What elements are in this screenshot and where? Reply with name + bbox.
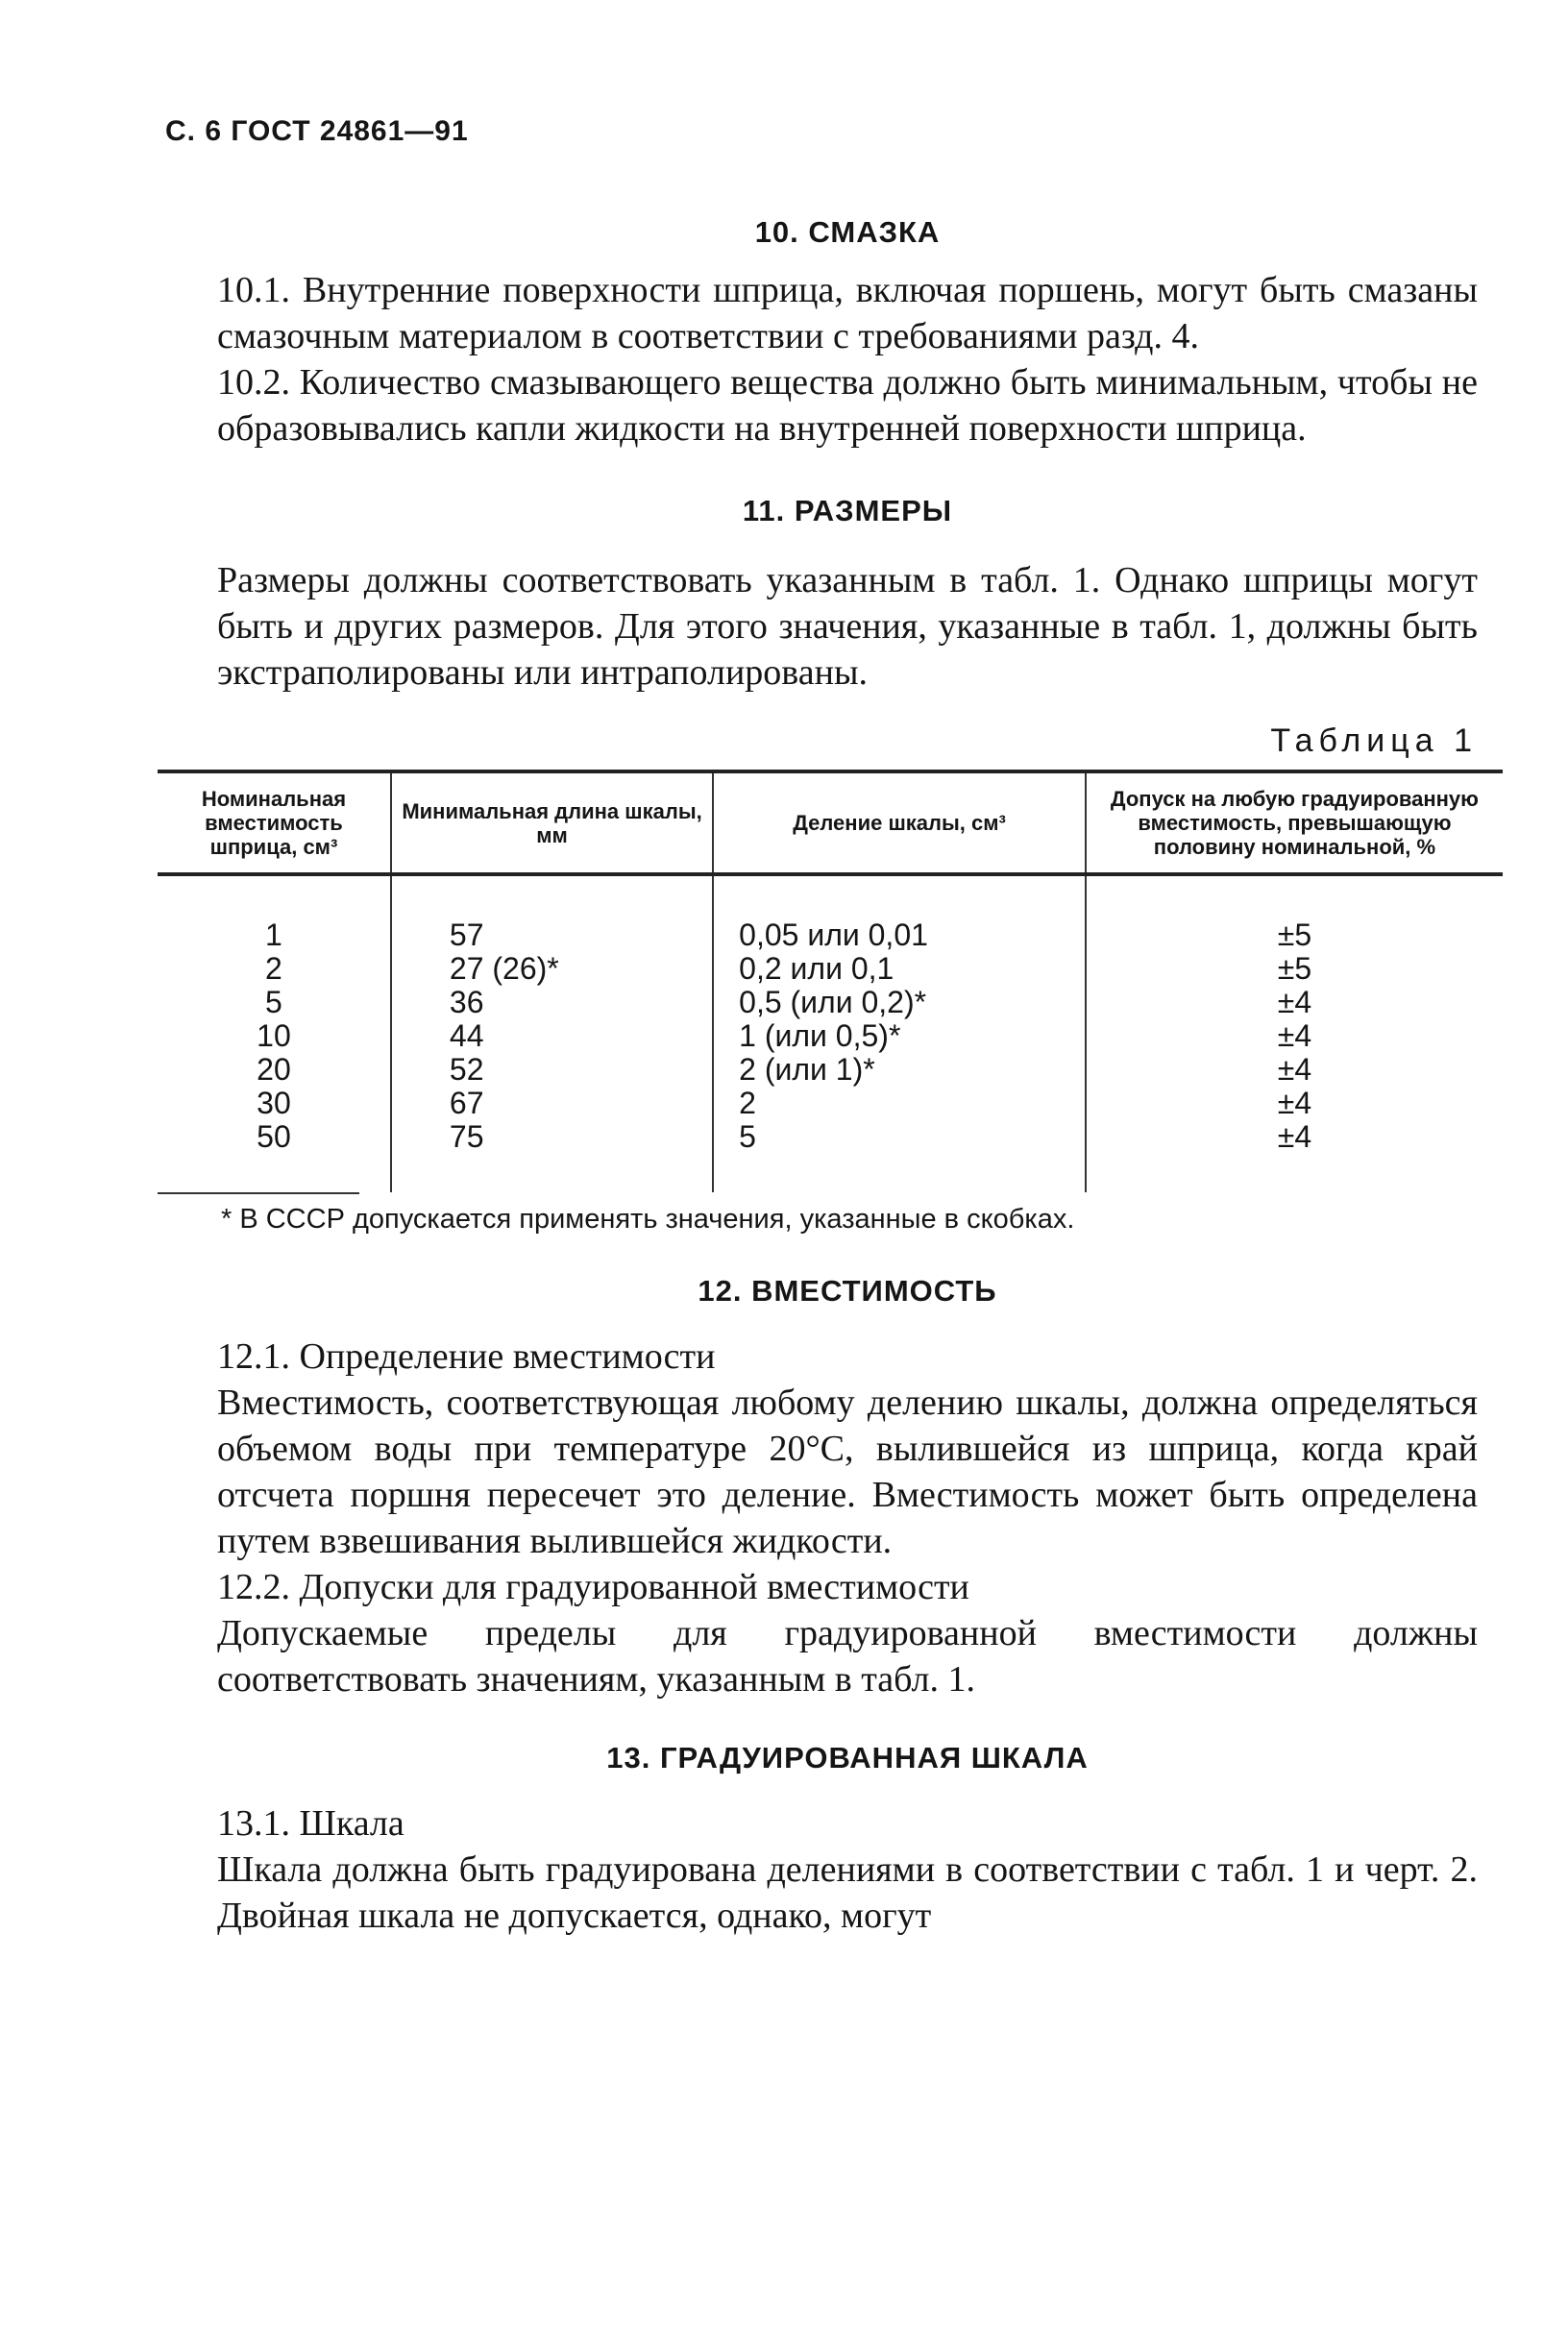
table-body-row (158, 874, 1503, 1192)
header-min-scale-length: Минимальная длина шкалы, мм (391, 771, 713, 874)
table-cell: 20 (257, 1052, 291, 1087)
table-cell: 67 (449, 1086, 484, 1120)
section-12-title: 12. ВМЕСТИМОСТЬ (698, 1274, 997, 1308)
column-tolerance (1086, 874, 1503, 1192)
table-cell: 2 (или 1)* (739, 1052, 875, 1087)
column-nominal-capacity (158, 874, 391, 1192)
para-13-1: Шкала должна быть градуирована делениями в соответствии с табл. 1 и черт. 2. Двойная шкала не допускается, однако, могут (217, 1849, 1478, 1936)
table-cell: 50 (257, 1119, 291, 1154)
para-12-1: Вместимость, соответствующая любому делению шкалы, должна определяться объемом воды при температуре 20°С, вылившейся из шприца, когда край отсчета поршня пересечет это деление. Вместимость может быть определена путем взвешивания вылившейся жидкости. (217, 1383, 1478, 1561)
table-cell: 52 (449, 1052, 484, 1087)
page-header: С. 6 ГОСТ 24861—91 (165, 115, 469, 147)
table-cell: 5 (265, 985, 282, 1019)
table-footnote: * В СССР допускается применять значения, указанные в скобках. (221, 1204, 1075, 1235)
table-cell: ±4 (1277, 985, 1312, 1019)
table-cell: 0,2 или 0,1 (739, 951, 894, 986)
table-cell: 2 (265, 951, 282, 986)
table-cell: 5 (739, 1119, 756, 1154)
column-scale-division (713, 874, 1086, 1192)
section-11-title: 11. РАЗМЕРЫ (742, 494, 953, 527)
header-nominal-capacity: Номинальная вместимость шприца, см³ (158, 771, 391, 874)
heading-12-1: 12.1. Определение вместимости (217, 1336, 716, 1377)
para-10-1: 10.1. Внутренние поверхности шприца, включая поршень, могут быть смазаны смазочным материалом в соответствии с требованиями разд. 4. (217, 270, 1478, 356)
header-tolerance: Допуск на любую градуированную вместимость, превышающую половину номинальной, % (1086, 771, 1503, 874)
section-13-title: 13. ГРАДУИРОВАННАЯ ШКАЛА (606, 1741, 1089, 1774)
table-cell: ±4 (1277, 1052, 1312, 1087)
table-cell: 30 (257, 1086, 291, 1120)
heading-12-2: 12.2. Допуски для градуированной вместимости (217, 1567, 969, 1607)
table-cell: ±4 (1277, 1119, 1312, 1154)
table-cell: ±4 (1277, 1018, 1312, 1053)
column-min-scale-length (391, 874, 713, 1192)
header-scale-division: Деление шкалы, см³ (713, 771, 1086, 874)
table-cell: ±5 (1277, 951, 1312, 986)
table-cell: ±4 (1277, 1086, 1312, 1120)
table-header-row (158, 771, 1503, 874)
table-cell: 10 (257, 1018, 291, 1053)
footnote-rule (158, 1192, 359, 1194)
table-cell: 0,5 (или 0,2)* (739, 985, 927, 1019)
heading-13-1: 13.1. Шкала (217, 1803, 404, 1844)
table-cell: 36 (449, 985, 484, 1019)
table-cell: 44 (449, 1018, 484, 1053)
table-cell: 75 (449, 1119, 484, 1154)
table-cell: 1 (265, 918, 282, 952)
dimensions-table (158, 770, 1503, 1192)
table-caption: Таблица 1 (1270, 722, 1478, 759)
table-cell: 2 (739, 1086, 756, 1120)
table-cell: 57 (449, 918, 484, 952)
table-cell: 27 (26)* (449, 951, 559, 986)
table-cell: 1 (или 0,5)* (739, 1018, 901, 1053)
section-10-title: 10. СМАЗКА (754, 215, 941, 249)
table-cell: 0,05 или 0,01 (739, 918, 928, 952)
para-11: Размеры должны соответствовать указанным в табл. 1. Однако шприцы могут быть и других размеров. Для этого значения, указанные в табл. 1, должны быть экстраполированы или интраполированы. (217, 560, 1478, 693)
para-12-2: Допускаемые пределы для градуированной вместимости должны соответствовать значениям, указанным в табл. 1. (217, 1613, 1478, 1700)
para-10-2: 10.2. Количество смазывающего вещества должно быть минимальным, чтобы не образовывались капли жидкости на внутренней поверхности шприца. (217, 362, 1478, 449)
table-cell: ±5 (1277, 918, 1312, 952)
